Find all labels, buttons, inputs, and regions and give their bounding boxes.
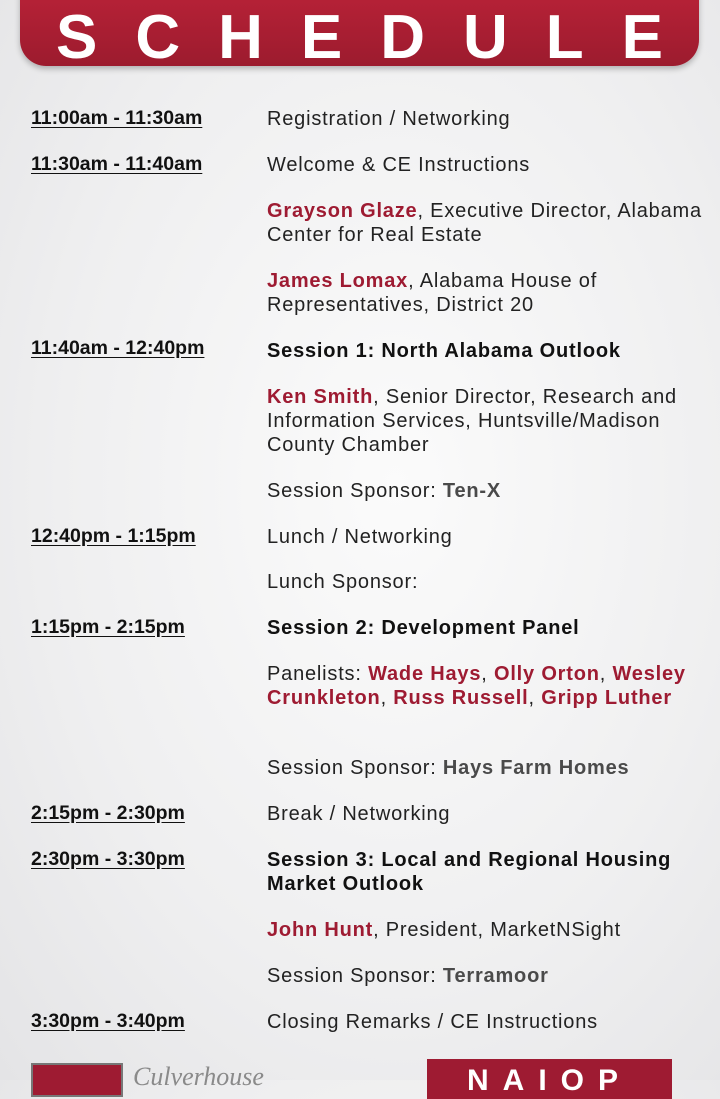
session-title: Session 2: Development Panel <box>267 617 580 639</box>
header-banner <box>20 0 702 72</box>
panelist-separator: , <box>599 663 613 685</box>
speaker-entry <box>267 269 712 317</box>
speaker-role: , Executive Director, Alabama Center for Real Estate <box>267 200 702 246</box>
culverhouse-logo-text: Culverhouse <box>133 1062 264 1091</box>
speaker-name: James Lomax <box>267 270 409 292</box>
sponsor-label: Session Sponsor: <box>267 480 443 502</box>
panel-label: Panelists: <box>267 663 369 685</box>
time-slot: 2:15pm - 2:30pm <box>31 802 185 824</box>
time-slot: 3:30pm - 3:40pm <box>31 1010 185 1032</box>
speaker-role: , Alabama House of Representatives, District 20 <box>267 270 598 316</box>
panelist-name: Olly Orton <box>493 663 600 685</box>
time-slot: 1:15pm - 2:15pm <box>31 616 185 638</box>
event-title: Lunch / Networking <box>267 526 453 548</box>
sponsor-label: Session Sponsor: <box>267 757 443 779</box>
speaker-role: , President, MarketNSight <box>373 919 621 941</box>
sponsor-name: Hays Farm Homes <box>442 757 630 779</box>
page-title: SCHEDULE <box>55 2 702 72</box>
speaker-role: , Senior Director, Research and Information Services, Huntsville/Madison County Chamber <box>267 386 677 456</box>
panelist-separator: , <box>528 687 542 709</box>
sponsor-line <box>267 479 712 503</box>
speaker-entry <box>267 199 712 247</box>
time-slot: 11:00am - 11:30am <box>31 107 203 129</box>
panelist-name: Gripp Luther <box>541 687 672 709</box>
sponsor-line: Lunch Sponsor: <box>267 571 419 593</box>
event-title: Registration / Networking <box>267 108 511 130</box>
speaker-entry <box>267 918 712 942</box>
culverhouse-logo-icon <box>31 1063 123 1097</box>
speaker-name: Grayson Glaze <box>267 200 418 222</box>
sponsor-label: Session Sponsor: <box>267 965 443 987</box>
sponsor-line <box>267 756 712 780</box>
event-title: Closing Remarks / CE Instructions <box>267 1011 598 1033</box>
panelists-line <box>267 662 712 710</box>
sponsor-name: Terramoor <box>442 965 549 987</box>
session-title: Session 1: North Alabama Outlook <box>267 340 621 362</box>
panelist-name: Russ Russell <box>393 687 529 709</box>
time-slot: 12:40pm - 1:15pm <box>31 525 196 547</box>
panelist-separator: , <box>481 663 494 685</box>
sponsor-name: Ten-X <box>442 480 501 502</box>
event-title: Welcome & CE Instructions <box>267 154 531 176</box>
speaker-name: John Hunt <box>267 919 374 941</box>
panelist-name: Wade Hays <box>368 663 482 685</box>
naiop-logo: NAIOP <box>427 1059 672 1099</box>
panelist-name: Wesley Crunkleton <box>267 663 686 709</box>
time-slot: 11:30am - 11:40am <box>31 153 203 175</box>
speaker-entry <box>267 385 712 457</box>
time-slot: 2:30pm - 3:30pm <box>31 848 185 870</box>
time-slot: 11:40am - 12:40pm <box>31 337 205 359</box>
panelist-separator: , <box>380 687 394 709</box>
event-title: Break / Networking <box>267 803 451 825</box>
sponsor-line <box>267 964 712 988</box>
speaker-name: Ken Smith <box>267 386 374 408</box>
session-title: Session 3: Local and Regional Housing Market Outlook <box>267 849 672 895</box>
